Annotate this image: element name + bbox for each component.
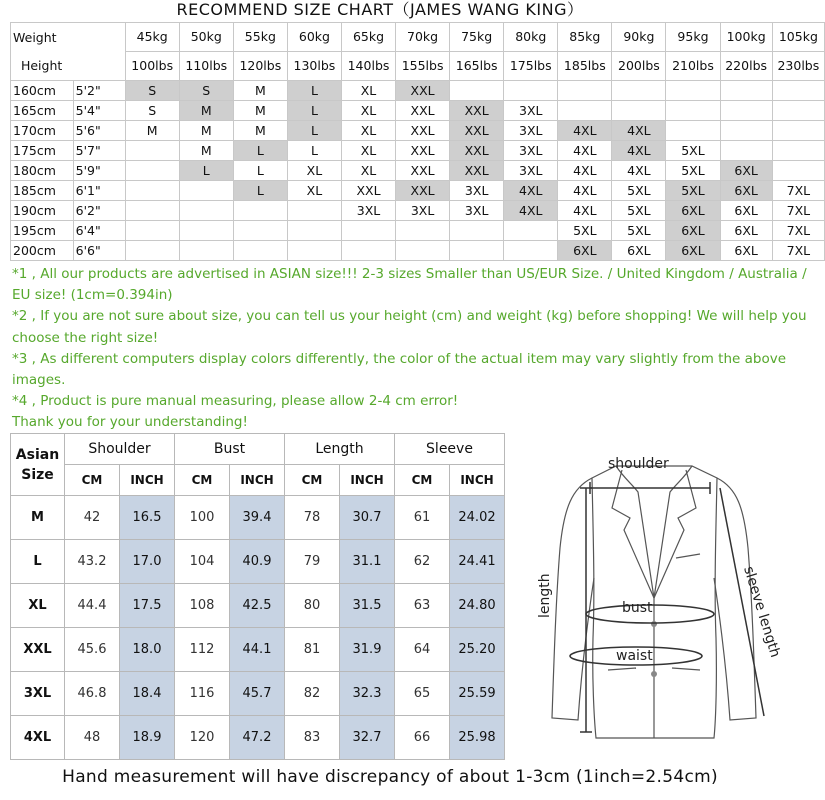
- measure-inch: 32.3: [340, 672, 395, 716]
- note-3: *3 , As different computers display colors differently, the color of the actual item may vary slightly from the above images.: [12, 350, 786, 389]
- measure-cm: 62: [395, 540, 450, 584]
- weight-lbs-header: 185lbs: [558, 52, 612, 81]
- size-cell: 4XL: [558, 181, 612, 201]
- size-cell: [720, 141, 772, 161]
- size-cell: 4XL: [612, 141, 666, 161]
- measure-cm: 45.6: [65, 628, 120, 672]
- size-cell: 6XL: [666, 201, 720, 221]
- size-cell: [125, 161, 179, 181]
- size-cell: [125, 181, 179, 201]
- measure-cm: 80: [285, 584, 340, 628]
- size-cell: XL: [341, 101, 395, 121]
- label-sleeve-length: sleeve length: [740, 564, 784, 660]
- unit-inch: INCH: [450, 465, 505, 496]
- size-cell: XL: [341, 161, 395, 181]
- measure-row: [11, 540, 505, 584]
- weight-kg-header: 80kg: [504, 23, 558, 52]
- height-cm: 200cm: [11, 241, 74, 261]
- size-cell: 4XL: [612, 121, 666, 141]
- jacket-diagram: [512, 448, 812, 753]
- weight-lbs-header: 155lbs: [396, 52, 450, 81]
- size-cell: XL: [341, 81, 395, 101]
- size-cell: 3XL: [504, 101, 558, 121]
- measure-row: [11, 672, 505, 716]
- size-cell: XL: [287, 161, 341, 181]
- size-cell: [720, 101, 772, 121]
- size-cell: [179, 201, 233, 221]
- size-cell: [558, 81, 612, 101]
- measure-inch: 45.7: [230, 672, 285, 716]
- size-cell: [558, 101, 612, 121]
- recommend-size-table: [10, 22, 825, 261]
- measurement-table: [10, 433, 505, 760]
- header-length: Length: [285, 434, 395, 465]
- size-cell: 3XL: [396, 201, 450, 221]
- size-cell: [287, 201, 341, 221]
- size-cell: XXL: [396, 161, 450, 181]
- size-cell: 5XL: [666, 181, 720, 201]
- measure-cm: 66: [395, 716, 450, 760]
- size-cell: [612, 81, 666, 101]
- measure-cm: 61: [395, 496, 450, 540]
- height-cm: 195cm: [11, 221, 74, 241]
- measure-cm: 108: [175, 584, 230, 628]
- size-cell: XL: [341, 141, 395, 161]
- size-cell: [125, 201, 179, 221]
- weight-kg-header: 50kg: [179, 23, 233, 52]
- measure-cm: 100: [175, 496, 230, 540]
- footer-note: Hand measurement will have discrepancy of about 1-3cm (1inch=2.54cm): [62, 767, 718, 787]
- size-cell: 5XL: [558, 221, 612, 241]
- measure-inch: 40.9: [230, 540, 285, 584]
- note-1: *1 , All our products are advertised in ASIAN size!!! 2-3 sizes Smaller than US/EUR Size. / United Kingdom / Australia / EU size! (1cm=0.394in): [12, 266, 807, 304]
- weight-kg-header: 45kg: [125, 23, 179, 52]
- height-ft: 5'2": [73, 81, 125, 101]
- size-cell: [233, 221, 287, 241]
- measure-inch: 42.5: [230, 584, 285, 628]
- unit-cm: CM: [175, 465, 230, 496]
- weight-kg-header: 85kg: [558, 23, 612, 52]
- size-cell: 7XL: [772, 181, 824, 201]
- size-cell: [179, 241, 233, 261]
- weight-kg-header: 95kg: [666, 23, 720, 52]
- weight-lbs-header: 130lbs: [287, 52, 341, 81]
- height-cm: 175cm: [11, 141, 74, 161]
- measure-inch: 17.5: [120, 584, 175, 628]
- asian-size: 3XL: [11, 672, 65, 716]
- weight-lbs-header: 165lbs: [450, 52, 504, 81]
- weight-kg-header: 55kg: [233, 23, 287, 52]
- note-2: *2 , If you are not sure about size, you can tell us your height (cm) and weight (kg) before shopping! We will help you choose the right size!: [12, 308, 807, 346]
- size-cell: 6XL: [720, 201, 772, 221]
- size-cell: 6XL: [720, 241, 772, 261]
- header-bust: Bust: [175, 434, 285, 465]
- size-cell: 3XL: [450, 181, 504, 201]
- unit-inch: INCH: [230, 465, 285, 496]
- measure-cm: 81: [285, 628, 340, 672]
- measure-cm: 83: [285, 716, 340, 760]
- weight-label: Weight: [13, 29, 57, 45]
- size-cell: L: [287, 101, 341, 121]
- measure-cm: 63: [395, 584, 450, 628]
- measure-inch: 24.41: [450, 540, 505, 584]
- weight-lbs-header: 140lbs: [341, 52, 395, 81]
- height-label: Height: [20, 57, 63, 73]
- size-cell: XXL: [450, 101, 504, 121]
- measure-cm: 104: [175, 540, 230, 584]
- weight-kg-header: 65kg: [341, 23, 395, 52]
- asian-size: 4XL: [11, 716, 65, 760]
- size-cell: 5XL: [666, 141, 720, 161]
- size-row: [11, 201, 825, 221]
- measure-inch: 18.0: [120, 628, 175, 672]
- asian-size: M: [11, 496, 65, 540]
- size-cell: [396, 221, 450, 241]
- weight-lbs-header: 175lbs: [504, 52, 558, 81]
- asian-size: XXL: [11, 628, 65, 672]
- size-cell: [666, 121, 720, 141]
- size-cell: XL: [287, 181, 341, 201]
- measure-row: [11, 496, 505, 540]
- measure-cm: 78: [285, 496, 340, 540]
- size-row: [11, 141, 825, 161]
- size-row: [11, 181, 825, 201]
- measure-inch: 18.4: [120, 672, 175, 716]
- size-cell: 4XL: [558, 161, 612, 181]
- size-cell: 7XL: [772, 201, 824, 221]
- measure-row: [11, 584, 505, 628]
- height-ft: 6'4": [73, 221, 125, 241]
- size-cell: M: [233, 121, 287, 141]
- size-cell: 3XL: [450, 201, 504, 221]
- weight-kg-header: 105kg: [772, 23, 824, 52]
- size-row: [11, 101, 825, 121]
- size-cell: XXL: [450, 161, 504, 181]
- size-cell: [125, 221, 179, 241]
- size-cell: L: [287, 121, 341, 141]
- measure-row: [11, 628, 505, 672]
- weight-lbs-header: 230lbs: [772, 52, 824, 81]
- measure-inch: 32.7: [340, 716, 395, 760]
- header-shoulder: Shoulder: [65, 434, 175, 465]
- measure-inch: 31.1: [340, 540, 395, 584]
- unit-cm: CM: [65, 465, 120, 496]
- size-cell: 6XL: [720, 221, 772, 241]
- size-cell: XXL: [396, 181, 450, 201]
- note-thanks: Thank you for your understanding!: [12, 414, 248, 431]
- size-cell: 3XL: [504, 141, 558, 161]
- note-4: *4 , Product is pure manual measuring, please allow 2-4 cm error!: [12, 393, 459, 410]
- size-cell: [720, 121, 772, 141]
- size-cell: 4XL: [558, 121, 612, 141]
- size-cell: [504, 221, 558, 241]
- size-cell: XL: [341, 121, 395, 141]
- height-cm: 160cm: [11, 81, 74, 101]
- size-cell: 6XL: [612, 241, 666, 261]
- size-cell: [179, 181, 233, 201]
- size-cell: 6XL: [558, 241, 612, 261]
- measure-inch: 16.5: [120, 496, 175, 540]
- size-cell: S: [125, 101, 179, 121]
- measure-inch: 24.02: [450, 496, 505, 540]
- size-cell: 4XL: [558, 201, 612, 221]
- weight-lbs-header: 220lbs: [720, 52, 772, 81]
- size-cell: M: [179, 121, 233, 141]
- size-cell: [450, 81, 504, 101]
- header-sleeve: Sleeve: [395, 434, 505, 465]
- size-cell: 6XL: [666, 221, 720, 241]
- measure-inch: 25.98: [450, 716, 505, 760]
- measure-cm: 48: [65, 716, 120, 760]
- size-cell: [772, 161, 824, 181]
- measure-inch: 30.7: [340, 496, 395, 540]
- size-cell: [772, 121, 824, 141]
- size-cell: 3XL: [504, 161, 558, 181]
- size-cell: 7XL: [772, 241, 824, 261]
- size-cell: XXL: [396, 141, 450, 161]
- measure-cm: 120: [175, 716, 230, 760]
- height-ft: 6'1": [73, 181, 125, 201]
- notes-block: [12, 264, 817, 434]
- size-cell: XXL: [450, 121, 504, 141]
- size-cell: 5XL: [612, 181, 666, 201]
- size-cell: 5XL: [612, 201, 666, 221]
- measure-inch: 17.0: [120, 540, 175, 584]
- weight-kg-header: 70kg: [396, 23, 450, 52]
- measure-inch: 39.4: [230, 496, 285, 540]
- size-cell: L: [233, 181, 287, 201]
- size-cell: 4XL: [504, 181, 558, 201]
- measure-cm: 79: [285, 540, 340, 584]
- weight-lbs-header: 100lbs: [125, 52, 179, 81]
- size-cell: [612, 101, 666, 121]
- measure-inch: 25.59: [450, 672, 505, 716]
- unit-inch: INCH: [340, 465, 395, 496]
- size-cell: [772, 141, 824, 161]
- size-cell: [450, 221, 504, 241]
- weight-kg-header: 90kg: [612, 23, 666, 52]
- size-cell: [666, 81, 720, 101]
- size-cell: XXL: [396, 101, 450, 121]
- size-cell: M: [179, 101, 233, 121]
- size-cell: L: [287, 81, 341, 101]
- size-cell: [125, 241, 179, 261]
- measure-inch: 25.20: [450, 628, 505, 672]
- weight-lbs-header: 110lbs: [179, 52, 233, 81]
- weight-kg-header: 60kg: [287, 23, 341, 52]
- size-cell: [772, 81, 824, 101]
- size-cell: S: [125, 81, 179, 101]
- measure-cm: 116: [175, 672, 230, 716]
- measure-inch: 31.9: [340, 628, 395, 672]
- chart-title: RECOMMEND SIZE CHART（JAMES WANG KING）: [176, 0, 584, 19]
- size-cell: [720, 81, 772, 101]
- label-bust: bust: [622, 600, 653, 616]
- size-cell: XXL: [396, 81, 450, 101]
- size-cell: L: [179, 161, 233, 181]
- measure-cm: 46.8: [65, 672, 120, 716]
- size-cell: 7XL: [772, 221, 824, 241]
- size-cell: [125, 141, 179, 161]
- measure-inch: 31.5: [340, 584, 395, 628]
- label-length: length: [537, 573, 553, 618]
- size-row: [11, 161, 825, 181]
- size-cell: 5XL: [666, 161, 720, 181]
- measure-row: [11, 716, 505, 760]
- size-row: [11, 121, 825, 141]
- height-ft: 5'4": [73, 101, 125, 121]
- height-ft: 5'9": [73, 161, 125, 181]
- measure-inch: 24.80: [450, 584, 505, 628]
- asian-size-header: Asian Size: [11, 434, 65, 496]
- unit-inch: INCH: [120, 465, 175, 496]
- weight-lbs-header: 200lbs: [612, 52, 666, 81]
- size-cell: M: [233, 101, 287, 121]
- size-cell: [233, 201, 287, 221]
- unit-cm: CM: [285, 465, 340, 496]
- size-cell: [341, 241, 395, 261]
- measure-cm: 43.2: [65, 540, 120, 584]
- size-cell: M: [233, 81, 287, 101]
- size-row: [11, 241, 825, 261]
- measure-cm: 82: [285, 672, 340, 716]
- size-cell: [396, 241, 450, 261]
- height-cm: 165cm: [11, 101, 74, 121]
- size-cell: 6XL: [720, 181, 772, 201]
- size-cell: L: [233, 141, 287, 161]
- button-lower: [651, 671, 657, 677]
- size-cell: XXL: [450, 141, 504, 161]
- size-cell: XXL: [396, 121, 450, 141]
- size-cell: S: [179, 81, 233, 101]
- size-cell: 4XL: [612, 161, 666, 181]
- size-cell: 4XL: [504, 201, 558, 221]
- button-upper: [651, 621, 657, 627]
- measure-cm: 42: [65, 496, 120, 540]
- size-row: [11, 221, 825, 241]
- height-ft: 6'6": [73, 241, 125, 261]
- size-cell: [666, 101, 720, 121]
- size-cell: 4XL: [558, 141, 612, 161]
- height-cm: 190cm: [11, 201, 74, 221]
- measure-cm: 65: [395, 672, 450, 716]
- size-cell: [233, 241, 287, 261]
- size-cell: [504, 81, 558, 101]
- height-cm: 180cm: [11, 161, 74, 181]
- size-cell: 3XL: [504, 121, 558, 141]
- size-cell: [450, 241, 504, 261]
- size-cell: M: [125, 121, 179, 141]
- size-cell: [179, 221, 233, 241]
- size-cell: [287, 221, 341, 241]
- size-cell: [287, 241, 341, 261]
- size-cell: L: [233, 161, 287, 181]
- weight-height-header: [11, 23, 126, 81]
- measure-inch: 18.9: [120, 716, 175, 760]
- asian-size: XL: [11, 584, 65, 628]
- size-cell: 6XL: [666, 241, 720, 261]
- unit-cm: CM: [395, 465, 450, 496]
- label-shoulder: shoulder: [608, 456, 669, 472]
- size-cell: 5XL: [612, 221, 666, 241]
- size-cell: L: [287, 141, 341, 161]
- measure-cm: 44.4: [65, 584, 120, 628]
- height-ft: 5'7": [73, 141, 125, 161]
- weight-kg-header: 75kg: [450, 23, 504, 52]
- measure-inch: 47.2: [230, 716, 285, 760]
- size-row: [11, 81, 825, 101]
- height-cm: 170cm: [11, 121, 74, 141]
- weight-lbs-header: 120lbs: [233, 52, 287, 81]
- size-cell: [772, 101, 824, 121]
- size-cell: [341, 221, 395, 241]
- height-cm: 185cm: [11, 181, 74, 201]
- size-cell: [504, 241, 558, 261]
- weight-lbs-header: 210lbs: [666, 52, 720, 81]
- size-cell: 6XL: [720, 161, 772, 181]
- measure-cm: 64: [395, 628, 450, 672]
- height-ft: 6'2": [73, 201, 125, 221]
- weight-kg-header: 100kg: [720, 23, 772, 52]
- measure-cm: 112: [175, 628, 230, 672]
- size-cell: XXL: [341, 181, 395, 201]
- size-cell: 3XL: [341, 201, 395, 221]
- asian-size: L: [11, 540, 65, 584]
- size-cell: M: [179, 141, 233, 161]
- height-ft: 5'6": [73, 121, 125, 141]
- measure-inch: 44.1: [230, 628, 285, 672]
- label-waist: waist: [616, 648, 653, 664]
